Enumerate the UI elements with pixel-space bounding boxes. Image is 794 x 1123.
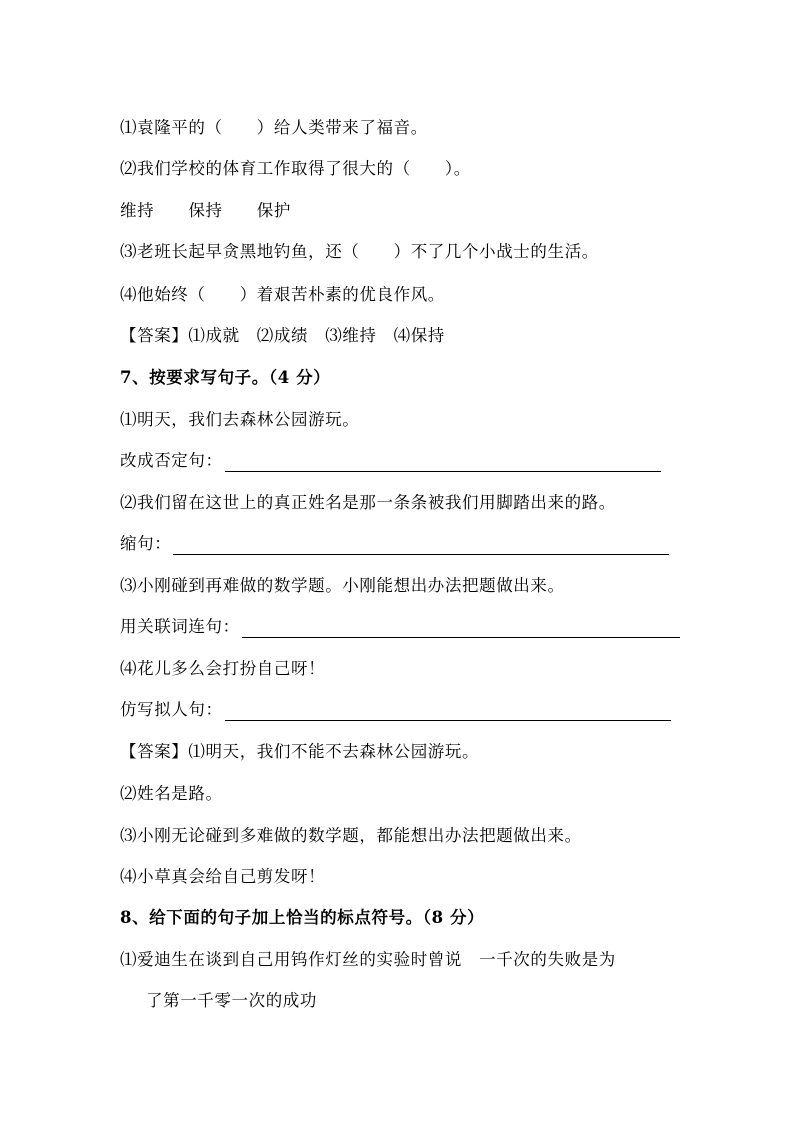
answer-blank-7-4[interactable] (225, 702, 671, 721)
sentence-7-3: ⑶小刚碰到再难做的数学题。小刚能想出办法把题做出来。 (120, 576, 565, 595)
rewrite-7-1-row (120, 450, 661, 472)
rewrite-7-3-prompt: 用关联词连句： (120, 617, 240, 636)
answer-7-2: ⑵姓名是路。 (120, 784, 223, 803)
rewrite-7-4-row (120, 699, 671, 721)
rewrite-7-1-prompt: 改成否定句： (120, 451, 223, 470)
sentence-7-4: ⑷花儿多么会打扮自己呀！ (120, 659, 326, 678)
sentence-8-1-line1: ⑴爱迪生在谈到自己用钨作灯丝的实验时曾说 一千次的失败是为 (120, 950, 616, 969)
answer-blank-7-2[interactable] (173, 536, 669, 555)
sentence-7-2: ⑵我们留在这世上的真正姓名是那一条条被我们用脚踏出来的路。 (120, 493, 616, 512)
sentence-8-1-line2: 了第一千零一次的成功 (146, 991, 317, 1010)
rewrite-7-4-prompt: 仿写拟人句： (120, 700, 223, 719)
rewrite-7-2-row (120, 533, 669, 555)
section-8-title: 8、给下面的句子加上恰当的标点符号。（8 分） (120, 908, 485, 927)
answer-blank-7-1[interactable] (225, 453, 661, 472)
question-6-2: ⑵我们学校的体育工作取得了很大的（ ）。 (120, 159, 471, 178)
question-6-1: ⑴袁隆平的（ ）给人类带来了福音。 (120, 118, 428, 137)
question-6-3: ⑶老班长起早贪黑地钓鱼，还（ ）不了几个小战士的生活。 (120, 242, 599, 261)
rewrite-7-3-row (120, 616, 680, 638)
word-options: 维持 保持 保护 (120, 201, 291, 220)
answer-7-3: ⑶小刚无论碰到多难做的数学题，都能想出办法把题做出来。 (120, 826, 582, 845)
answer-7-4: ⑷小草真会给自己剪发呀！ (120, 867, 326, 886)
answer-blank-7-3[interactable] (242, 619, 680, 638)
sentence-7-1: ⑴明天，我们去森林公园游玩。 (120, 410, 360, 429)
section-7-title: 7、按要求写句子。（4 分） (120, 368, 331, 387)
rewrite-7-2-prompt: 缩句： (120, 534, 172, 553)
question-6-4: ⑷他始终（ ）着艰苦朴素的优良作风。 (120, 285, 445, 304)
answer-6: 【答案】⑴成就 ⑵成绩 ⑶维持 ⑷保持 (120, 326, 445, 345)
answer-7-1: 【答案】⑴明天，我们不能不去森林公园游玩。 (120, 742, 480, 761)
